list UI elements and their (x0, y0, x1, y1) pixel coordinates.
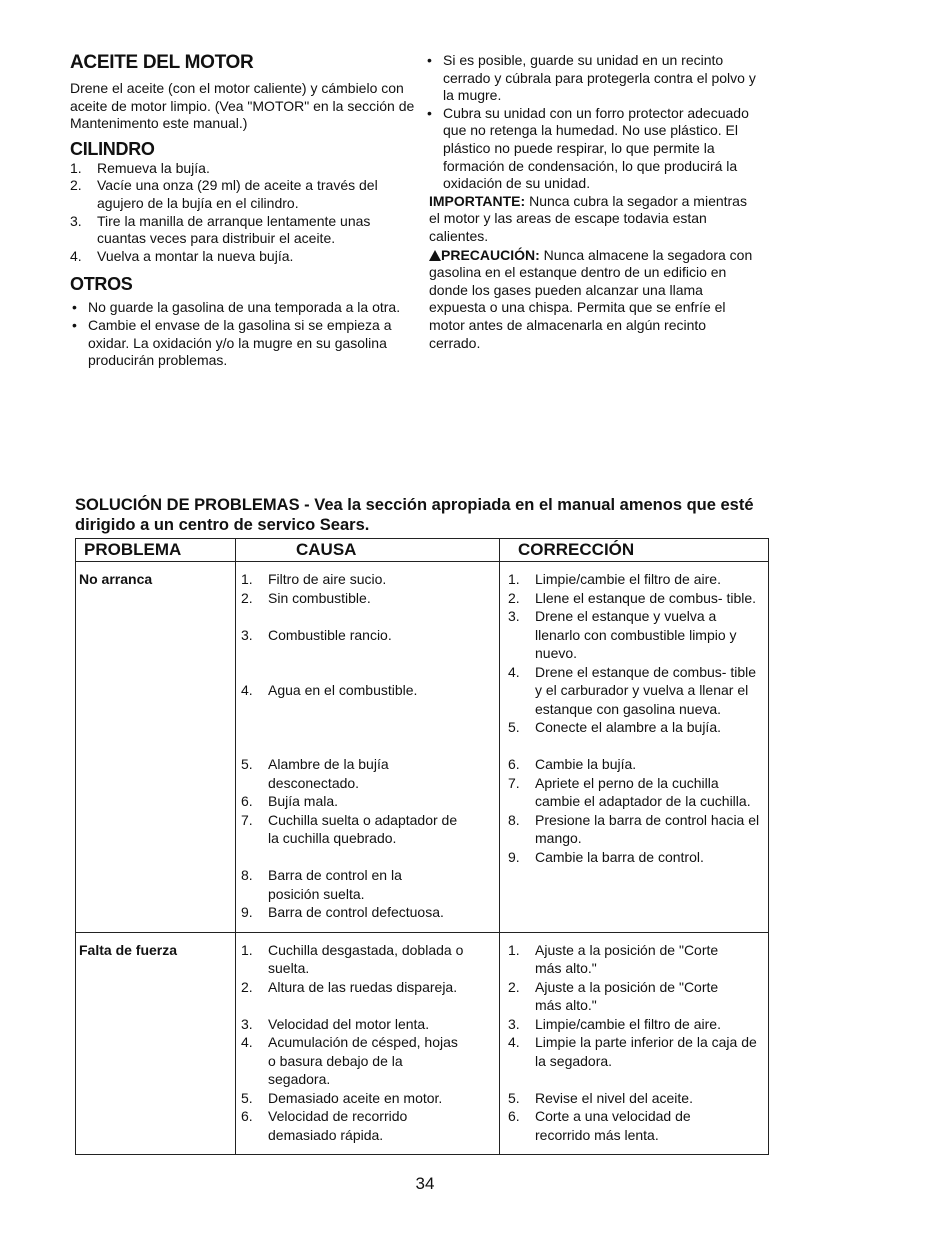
cause-cell (236, 932, 500, 1155)
left-column (70, 52, 420, 370)
list-item: 2. Sin combustible. (241, 589, 371, 606)
list-item: 5. Demasiado aceite en motor. (241, 1089, 443, 1106)
list-item: 1. Remueva la bujía. (70, 159, 210, 176)
page-number: 34 (415, 1174, 435, 1193)
cilindro-title: CILINDRO (70, 138, 155, 159)
list-item: 9. Cambie la barra de control. (508, 848, 704, 865)
header-causa: CAUSA (236, 539, 500, 562)
list-item: • Cubra su unidad con un forro protector adecuado que no retenga la humedad. No use plástico. El plástico no puede respirar, lo que permite la formación de condensación, lo que producirá la oxidación de su unidad. (427, 104, 749, 192)
header-correccion: CORRECCIÓN (500, 539, 769, 562)
list-item: 5. Alambre de la bujía desconectado. (241, 756, 389, 791)
list-item: 3. Combustible rancio. (241, 626, 392, 643)
problem-cell: No arranca (76, 562, 236, 933)
header-problema: PROBLEMA (76, 539, 236, 562)
table-header-row (76, 539, 769, 562)
otros-bullets (70, 299, 415, 369)
list-item: 8. Presione la barra de control hacia el mango. (508, 811, 760, 846)
troubleshooting-heading: SOLUCIÓN DE PROBLEMAS - Vea la sección apropiada en el manual amenos que esté dirigido a un centro de servico Sears. (75, 496, 754, 534)
importante-note (429, 193, 749, 246)
table-row (76, 562, 769, 933)
list-item: 6. Cambie la bujía. (508, 756, 637, 772)
list-item: 6. Bujía mala. (241, 793, 339, 809)
list-item: 3. Limpie/cambie el filtro de aire. (508, 1015, 721, 1032)
list-item: 5. Revise el nivel del aceite. (508, 1089, 693, 1106)
list-item: 2. Altura de las ruedas dispareja. (241, 978, 458, 995)
list-item: 4. Acumulación de césped, hojas o basura debajo de la segadora. (241, 1034, 458, 1087)
aceite-text: Drene el aceite (con el motor caliente) y cámbielo con aceite de motor limpio. (Vea "MOTOR" en la sección de Mantenimento este manual.) (70, 80, 415, 132)
list-item: 9. Barra de control defectuosa. (241, 904, 444, 920)
cilindro-steps (70, 160, 400, 266)
list-item: 1. Cuchilla desgastada, doblada o suelta. (241, 941, 464, 976)
list-item: 4. Agua en el combustible. (241, 682, 418, 698)
otros-title: OTROS (70, 274, 133, 295)
troubleshooting-table (75, 538, 769, 1155)
storage-bullets (425, 52, 770, 193)
list-item: 6. Velocidad de recorrido demasiado rápida. (241, 1108, 408, 1143)
list-item: 1. Ajuste a la posición de "Corte más alto." (508, 941, 719, 976)
problem-cell: Falta de fuerza (76, 932, 236, 1155)
list-item: 5. Conecte el alambre a la bujía. (508, 719, 721, 735)
list-item: 7. Apriete el perno de la cuchilla cambie el adaptador de la cuchilla. (508, 774, 751, 809)
list-item: 7. Cuchilla suelta o adaptador de la cuchilla quebrado. (241, 811, 458, 846)
list-item: 6. Corte a una velocidad de recorrido más lenta. (508, 1108, 691, 1143)
importante-label: IMPORTANTE: (429, 192, 526, 209)
list-item: 3. Drene el estanque y vuelva a llenarlo con combustible limpio y nuevo. (508, 608, 737, 661)
table-row (76, 932, 769, 1155)
list-item: 2. Ajuste a la posición de "Corte más alto." (508, 978, 719, 1013)
precaucion-label: PRECAUCIÓN: (441, 246, 540, 263)
list-item: 4. Limpie la parte inferior de la caja de la segadora. (508, 1034, 757, 1069)
list-item: 1. Filtro de aire sucio. (241, 571, 387, 587)
list-item: 2. Vacíe una onza (29 ml) de aceite a través del agujero de la bujía en el cilindro. (70, 177, 378, 211)
correction-cell (500, 932, 769, 1155)
precaucion-text: Nunca almacene la segadora con gasolina en el estanque dentro de un edificio en donde los gases pueden alcanzar una llama expuesta o una chispa. Permita que se enfríe el motor antes de almacenarla en algún recinto cerrado. (429, 246, 753, 351)
list-item: • Si es posible, guarde su unidad en un recinto cerrado y cúbrala para protegerla contra el polvo y la mugre. (427, 52, 756, 104)
aceite-title: ACEITE DEL MOTOR (70, 52, 254, 73)
cause-cell (236, 562, 500, 933)
list-item: • No guarde la gasolina de una temporada a la otra. (72, 299, 401, 316)
right-column (427, 52, 772, 352)
list-item: 3. Velocidad del motor lenta. (241, 1015, 430, 1032)
precaucion-note (429, 247, 759, 353)
list-item: 4. Drene el estanque de combus- tible y el carburador y vuelva a llenar el estanque con gasolina nueva. (508, 663, 757, 717)
warning-icon (429, 250, 441, 261)
importante-text: Nunca cubra la segador a mientras el motor y las areas de escape todavia estan calientes. (429, 192, 747, 244)
list-item: 3. Tire la manilla de arranque lentamente unas cuantas veces para distribuir el aceite. (70, 212, 371, 247)
list-item: 8. Barra de control en la posición suelta. (241, 867, 402, 902)
list-item: 4. Vuelva a montar la nueva bujía. (70, 247, 294, 264)
list-item: • Cambie el envase de la gasolina si se empieza a oxidar. La oxidación y/o la mugre en su gasolina producirán problemas. (72, 316, 392, 369)
correction-cell (500, 562, 769, 933)
list-item: 2. Llene el estanque de combus- tible. (508, 589, 757, 606)
list-item: 1. Limpie/cambie el filtro de aire. (508, 571, 721, 587)
